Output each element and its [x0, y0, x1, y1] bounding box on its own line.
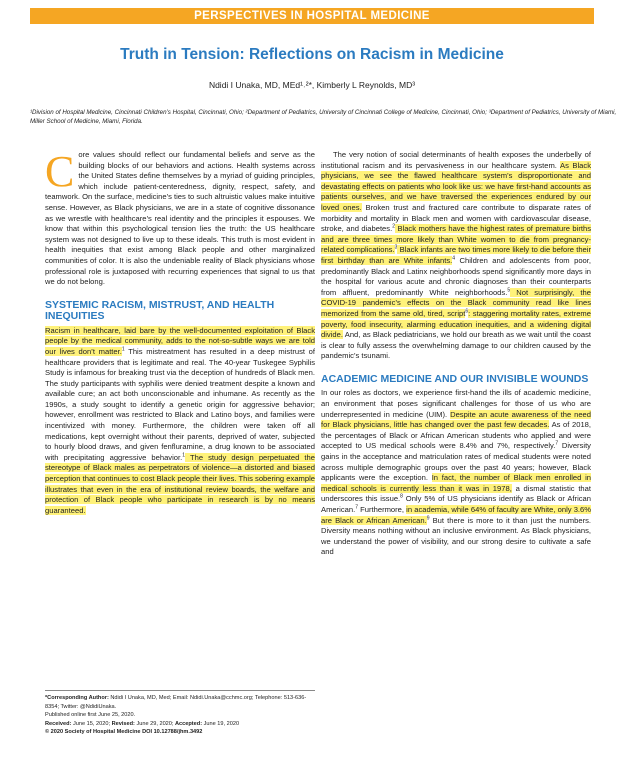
- body-text: And, as Black pediatricians, we hold our breath as we wait until the coast is clear to fully assess the overwhelming damage to our children caused by the pandemic’s tsunami.: [321, 330, 591, 361]
- published-date: Published online first June 25, 2020.: [45, 712, 136, 718]
- body-text: Diversity gains in the acceptance and matriculation rates of medical students were noted across multiple demographic groups over the past 40 years; however, Black applicants were the exception.: [321, 441, 591, 483]
- citation: 1: [121, 346, 125, 353]
- academic-medicine-paragraph: [321, 388, 591, 558]
- citation: 8: [400, 493, 403, 500]
- systemic-racism-paragraph: [45, 326, 315, 517]
- social-determinants-paragraph: [321, 150, 591, 362]
- highlighted-text: in academia, while 64% of faculty are White, only 3.6% are Black or African American.: [321, 504, 592, 525]
- revised-label: Revised:: [111, 720, 135, 727]
- citation: 7: [555, 440, 559, 447]
- highlighted-text: As Black physicians, we see the flawed healthcare system’s disproportionate and devastating effects on patients who look like us: we have first-hand accounts as patients ourselves, and we have traversed the experiences endured by our loved ones.: [321, 160, 591, 212]
- left-column: [45, 147, 315, 516]
- highlighted-text: Despite an acute awareness of the need for Black physicians, little has changed over the past few decades.: [321, 409, 591, 430]
- revised-date: June 29, 2020;: [134, 720, 176, 727]
- section-banner: PERSPECTIVES IN HOSPITAL MEDICINE: [30, 8, 594, 24]
- highlighted-text: : staggering mortality rates, extreme poverty, food insecurity, alarming education inequities, and a widening digital divide.: [321, 308, 591, 340]
- section-heading-academic-medicine: ACADEMIC MEDICINE AND OUR INVISIBLE WOUNDS: [321, 372, 589, 385]
- body-text: Furthermore,: [357, 504, 407, 514]
- citation: 4: [452, 255, 456, 262]
- accepted-date: June 19, 2020: [202, 720, 240, 727]
- intro-paragraph: [45, 147, 315, 288]
- body-text: This mistreatment has resulted in a deep mistrust of healthcare providers that is legitimate and real. The 40-year Tuskegee Syphilis Study is infamous for breaking trust via the deception of hundreds of Black men. The study participants with syphilis were denied treatment despite a known and available cure; an act both unconscionable and inhumane. As recently as the 1990s, a study sought to identify a genetic origin for aggressive behavior; however, enrollment was restricted to Black and Latino boys, and families were incentivized with money. Furthermore, the children were taken off all medications, kept overnight without their parents, deprived of water, subjected to hourly blood draws, and given fenfluramine, a drug known to be associated with precipitating aggressive behavior.: [45, 346, 315, 462]
- corresponding-author-label: *Corresponding Author:: [45, 695, 109, 701]
- footnote-divider: [45, 690, 315, 691]
- citation: 1: [182, 452, 186, 459]
- body-text: Children and adolescents from poor, predominantly Black and Latinx neighborhoods spend significantly more days in the hospital for various acute and chronic diagnoses than their counterparts from affluent, predominantly White neighborhoods.: [321, 255, 591, 297]
- section-heading-systemic-racism: SYSTEMIC RACISM, MISTRUST, AND HEALTH INEQUITIES: [45, 298, 275, 323]
- body-text: In our roles as doctors, we experience first-hand the ills of academic medicine, an environment that poses significant challenges for those of us who are underrepresented in medicine (UIM).: [321, 388, 591, 419]
- copyright-text: © 2020 Society of Hospital Medicine DOI 10.12788/jhm.3492: [45, 729, 203, 735]
- corresponding-author: [45, 694, 315, 711]
- body-text: As of 2018, the percentages of Black or African American students who applied and were accepted to US medical schools were 8.4% and 7%, respectively.: [321, 420, 592, 451]
- citation: 3: [394, 244, 398, 251]
- highlighted-text: Black infants are two times more likely to die before their first birthday than are White infants.: [321, 245, 591, 265]
- body-text: Only 5% of US physicians identify as Black or African American.: [321, 494, 591, 514]
- corresponding-author-details: Ndidi I Unaka, MD, Med; Email: Ndidi.Unaka@cchmc.org; Telephone: 513-636-8354; Twitter: @NdidiUnaka.: [45, 695, 307, 710]
- author-list: Ndidi I Unaka, MD, MEd¹˒²*, Kimberly L Reynolds, MD³: [208, 80, 416, 90]
- highlighted-text: Racism in healthcare, laid bare by the well-documented exploitation of Black people by the medical community, adds to the not-so-subtle ways we are told our lives don’t matter.: [45, 325, 315, 356]
- drop-cap: C: [45, 147, 75, 196]
- accepted-label: Accepted:: [175, 720, 203, 727]
- received-date: June 15, 2020;: [71, 720, 112, 727]
- article-title: Truth in Tension: Reflections on Racism in Medicine: [120, 46, 504, 63]
- right-column: [321, 150, 591, 558]
- body-text: But there is more to it than just the numbers. Diversity means nothing without an inclusive environment. As Black physicians, we understand the power of visibility, and our strong desire to cultivate a safe and: [321, 515, 592, 557]
- citation: 5: [507, 287, 511, 294]
- citation: 7: [355, 504, 358, 511]
- body-text: Broken trust and fractured care contribute to disparate rates of morbidity and mortality in Black men and women with cardiovascular disease, stroke, and diabetes.: [321, 202, 591, 234]
- citation: 2: [392, 223, 395, 230]
- citation: 6: [465, 308, 469, 315]
- highlighted-text: Not surprisingly, the COVID-19 pandemic’s effects on the Black community read like lines memorized from the same old, tired, script: [321, 287, 591, 318]
- highlighted-text: The study design perpetuated the stereotype of Black males as perpetrators of violence—a distorted and biased perception that continues to cost Black people their lives. This sobering example illustrates that even in the era of institutional review boards, the welfare and protection of Black people who participate in research is by no means guaranteed.: [45, 452, 315, 515]
- intro-text: ore values should reflect our fundamental beliefs and serve as the building blocks of our behaviors and actions. Health systems across the United States define themselves by a myriad of guiding principles, which include patient-centeredness, dignity, respect, safety, and teamwork. On the surface, medicine’s ties to such altruistic values make intuitive sense. However, as Black physicians, we are in a state of cognitive dissonance as we wrestle with healthcare’s real identity and the principles it espouses. We know that within this psychological tension lies the truth: the US healthcare system was not designed to live up to these ideals. This truth is most evident in health inequities that exist among Black people and other marginalized communities of color. It is also the undeniable reality of Black physicians whose professional role is juxtaposed with recurring experiences that signal to us that we do not belong.: [45, 150, 315, 287]
- highlighted-text: Black mothers have the highest rates of premature births and are three times more likely than White women to die from pregnancy-related complications.: [321, 224, 591, 255]
- received-label: Received:: [45, 720, 72, 727]
- review-dates: [45, 720, 315, 729]
- body-text: a dismal statistic that underscores this issue.: [321, 483, 591, 504]
- affiliations: ¹Division of Hospital Medicine, Cincinnati Children’s Hospital, Cincinnati, Ohio; ²Department of Pediatrics, University of Cincinnati College of Medicine, Cincinnati, Ohio; ³Department of Pediatrics, University of Miami, Miller School of Medicine, Miami, Florida.: [30, 109, 617, 125]
- copyright: [45, 728, 315, 737]
- footnote-block: [45, 690, 315, 737]
- body-text: The very notion of social determinants of health exposes the underbelly of institutional racism and its pervasiveness in our healthcare system.: [321, 150, 591, 170]
- citation: 9: [426, 514, 430, 521]
- highlighted-text: In fact, the number of Black men enrolled in medical schools is currently less than it was in 1978,: [321, 473, 591, 493]
